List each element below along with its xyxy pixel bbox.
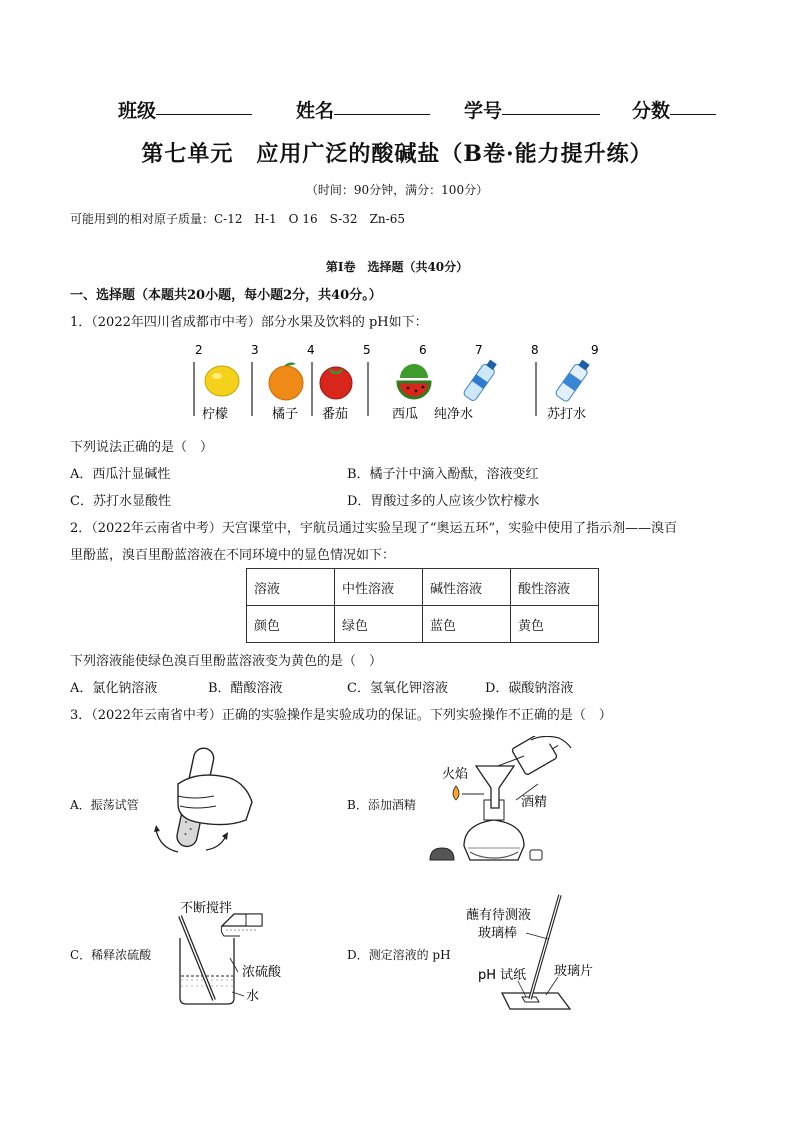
soda-water-bottle-icon <box>555 358 593 403</box>
page-title: 第七单元 应用广泛的酸碱盐（B卷·能力提升练） <box>141 141 653 167</box>
lemon-icon <box>205 366 239 396</box>
ph-number: 7 <box>475 343 483 357</box>
name-blank[interactable] <box>334 96 430 115</box>
flame-icon <box>453 786 459 800</box>
q3-option-b[interactable]: B．添加酒精 <box>347 798 416 812</box>
q3-option-a[interactable]: A．振荡试管 <box>70 798 139 812</box>
ph-number: 9 <box>591 343 599 357</box>
ph-number: 3 <box>251 343 259 357</box>
flame-label: 火焰 <box>442 767 469 782</box>
table-cell: 颜色 <box>247 606 335 643</box>
water-bottle-icon <box>463 358 500 402</box>
q1-option-a[interactable]: A．西瓜汁显碱性 <box>70 467 171 482</box>
section1-heading: 一、选择题（本题共20小题，每小题2分，共40分。） <box>70 288 382 303</box>
item-label: 橘子 <box>272 407 299 422</box>
ph-number: 8 <box>531 343 539 357</box>
q1-option-d[interactable]: D．胃酸过多的人应该少饮柠檬水 <box>347 494 540 509</box>
item-label: 苏打水 <box>547 407 587 422</box>
ph-number: 6 <box>419 343 427 357</box>
indicator-color-table <box>246 568 599 643</box>
table-row <box>247 606 599 643</box>
beaker-icon <box>180 938 234 1004</box>
page-subtitle: （时间：90分钟，满分：100分） <box>305 183 489 197</box>
class-blank[interactable] <box>156 96 252 115</box>
acid-label: 浓硫酸 <box>242 965 282 980</box>
table-cell: 溶液 <box>247 569 335 606</box>
q2-stem-line2: 里酚蓝，溴百里酚蓝溶液在不同环境中的显色情况如下： <box>70 548 396 563</box>
add-alcohol-figure <box>426 736 576 876</box>
orange-icon <box>269 362 303 400</box>
tomato-icon <box>320 367 352 399</box>
glass-plate-label: 玻璃片 <box>554 964 594 979</box>
part1-heading: 第Ⅰ卷 选择题（共40分） <box>325 260 469 274</box>
item-label: 纯净水 <box>434 407 474 422</box>
table-cell: 蓝色 <box>423 606 511 643</box>
q2-option-b[interactable]: B．醋酸溶液 <box>208 681 283 696</box>
score-blank[interactable] <box>670 96 716 115</box>
q3-option-c[interactable]: C．稀释浓硫酸 <box>70 948 152 962</box>
q2-prompt: 下列溶液能使绿色溴百里酚蓝溶液变为黄色的是（ ） <box>70 654 383 669</box>
table-cell: 黄色 <box>511 606 599 643</box>
atomic-masses: 可能用到的相对原子质量：C-12 H-1 O 16 S-32 Zn-65 <box>70 212 405 226</box>
table-cell: 中性溶液 <box>335 569 423 606</box>
table-cell: 绿色 <box>335 606 423 643</box>
ph-number: 2 <box>195 343 203 357</box>
q2-stem-line1: 2．（2022年云南省中考）天宫课堂中，宇航员通过实验呈现了“奥运五环”，实验中使用了指示剂——溴百 <box>70 521 678 536</box>
ph-scale-figure <box>180 338 620 428</box>
q3-stem: 3．（2022年云南省中考）正确的实验操作是实验成功的保证。下列实验操作不正确的是（ ） <box>70 708 612 723</box>
alcohol-label: 酒精 <box>521 795 548 810</box>
ph-number: 4 <box>307 343 315 357</box>
name-label: 姓名 <box>296 100 335 122</box>
q2-option-a[interactable]: A．氯化钠溶液 <box>70 681 158 696</box>
score-label: 分数 <box>632 100 671 122</box>
ph-paper-label: pH 试纸 <box>478 968 527 983</box>
rod-label-line1: 蘸有待测液 <box>466 908 532 923</box>
q2-option-c[interactable]: C．氢氧化钾溶液 <box>347 681 448 696</box>
stir-label: 不断搅拌 <box>180 901 233 916</box>
table-cell: 酸性溶液 <box>511 569 599 606</box>
rod-label-line2: 玻璃棒 <box>478 926 518 941</box>
dilute-acid-figure <box>160 896 300 1016</box>
id-label: 学号 <box>464 100 503 122</box>
q2-option-d[interactable]: D．碳酸钠溶液 <box>485 681 574 696</box>
item-label: 西瓜 <box>392 407 419 422</box>
q3-option-d[interactable]: D．测定溶液的 pH <box>347 948 451 962</box>
q1-option-b[interactable]: B．橘子汁中滴入酚酞，溶液变红 <box>347 467 539 482</box>
q1-stem: 1．（2022年四川省成都市中考）部分水果及饮料的 pH如下： <box>70 315 428 330</box>
hand-icon <box>178 775 252 824</box>
table-row <box>247 569 599 606</box>
shake-test-tube-figure <box>148 744 268 864</box>
header-fields <box>118 96 716 123</box>
id-blank[interactable] <box>502 96 600 115</box>
table-cell: 碱性溶液 <box>423 569 511 606</box>
item-label: 番茄 <box>322 407 349 422</box>
item-label: 柠檬 <box>202 407 229 422</box>
funnel-icon <box>476 766 514 808</box>
ph-number: 5 <box>363 343 371 357</box>
q1-prompt: 下列说法正确的是（ ） <box>70 440 214 455</box>
class-label: 班级 <box>118 100 157 122</box>
rotate-arrow-icon <box>156 830 178 852</box>
watermelon-icon <box>398 364 430 398</box>
measure-ph-figure <box>462 893 602 1013</box>
q1-option-c[interactable]: C．苏打水显酸性 <box>70 494 171 509</box>
water-label: 水 <box>246 989 260 1004</box>
